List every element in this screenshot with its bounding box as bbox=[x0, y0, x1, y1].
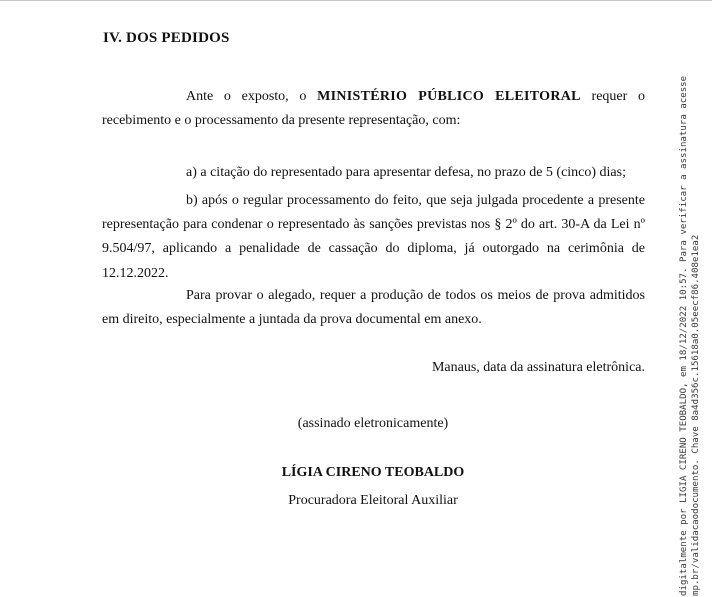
signer-name: LÍGIA CIRENO TEOBALDO bbox=[281, 465, 465, 480]
intro-rest-text: requer o recebimento e o processamento da presente representação, com: bbox=[102, 89, 645, 129]
request-item-a: a) a citação do representado para apresentar defesa, no prazo de 5 (cinco) dias; bbox=[186, 165, 626, 180]
stamp-line-1: digitalmente por LIGIA CIRENO TEOBALDO, em 18/12/2022 10:57. Para verificar a assinatura acesse bbox=[679, 75, 689, 596]
section-heading: IV. DOS PEDIDOS bbox=[103, 30, 230, 46]
intro-paragraph bbox=[102, 85, 645, 133]
signer-role: Procuradora Eleitoral Auxiliar bbox=[288, 493, 458, 508]
evidence-paragraph: Para provar o alegado, requer a produção de todos os meios de prova admitidos em direito, especialmente a juntada da prova documental em anexo. bbox=[102, 288, 645, 328]
intro-lead-text: Ante o exposto, o bbox=[186, 89, 318, 104]
page-top-border bbox=[0, 0, 712, 1]
entity-name: MINISTÉRIO PÚBLICO ELEITORAL bbox=[317, 89, 581, 104]
place-date: Manaus, data da assinatura eletrônica. bbox=[431, 360, 645, 375]
digital-signature-stamp bbox=[678, 46, 702, 596]
request-item-b: b) após o regular processamento do feito, que seja julgada procedente a presente representação para condenar o representado às sanções previstas nos § 2º do art. 30-A da Lei nº 9.504/97, aplicando a penalidade de cassação do diploma, já outorgado na cerimônia de 12.12.2022. bbox=[102, 193, 645, 281]
stamp-line-2: mp.br/validacaodocumento. Chave 8a4d356c.15618a0.05eecf86.408e1ea2 bbox=[691, 234, 701, 596]
signature-note: (assinado eletronicamente) bbox=[297, 416, 449, 431]
